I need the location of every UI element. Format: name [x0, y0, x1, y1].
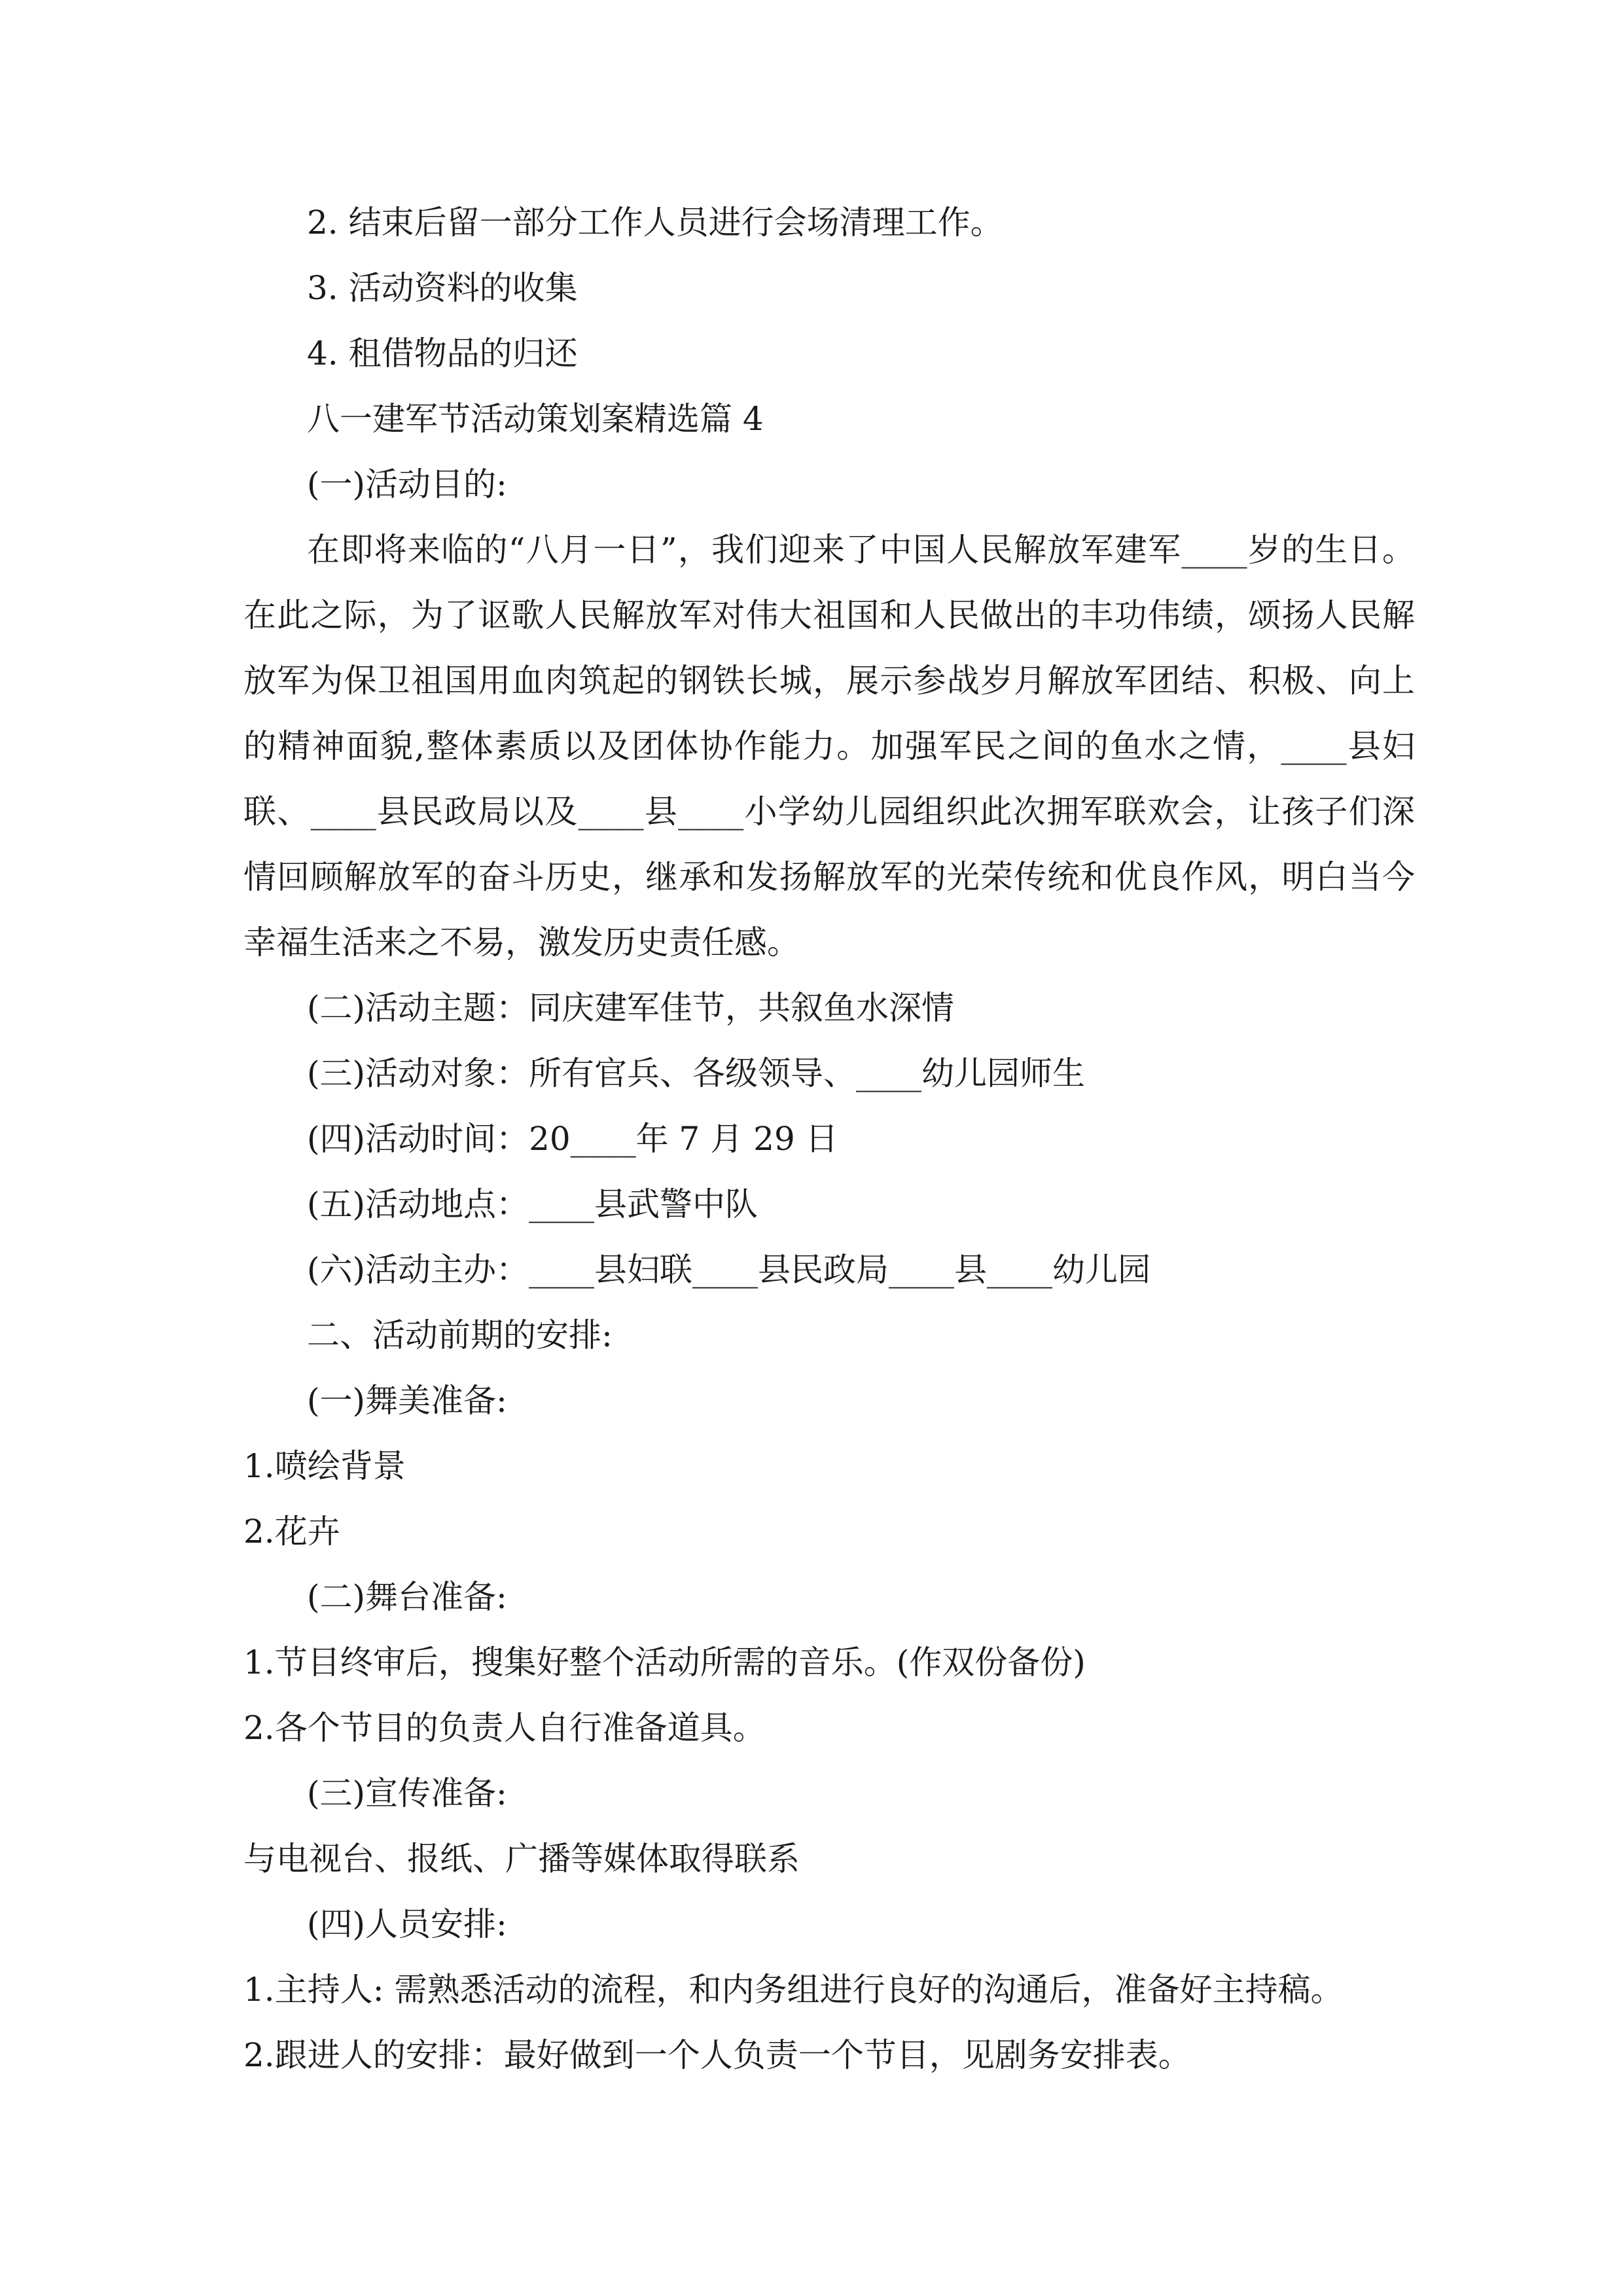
subheading-staffing: (四)人员安排:	[307, 1905, 507, 1943]
list-item-return: 4. 租借物品的归还	[307, 334, 578, 372]
list-item-materials: 3. 活动资料的收集	[307, 269, 578, 307]
list-item-followup: 2.跟进人的安排：最好做到一个人负责一个节目，见剧务安排表。	[243, 2036, 1191, 2074]
list-item-music: 1.节目终审后，搜集好整个活动所需的音乐。(作双份备份)	[243, 1643, 1086, 1681]
list-item-backdrop: 1.喷绘背景	[243, 1447, 406, 1485]
subheading-publicity: (三)宣传准备:	[307, 1774, 507, 1812]
section-title: 八一建军节活动策划案精选篇 4	[307, 400, 764, 438]
list-item-media: 与电视台、报纸、广播等媒体取得联系	[243, 1840, 800, 1878]
subheading-stage-art: (一)舞美准备:	[307, 1382, 507, 1420]
subheading-purpose: (一)活动目的:	[307, 465, 507, 503]
list-item-host: 1.主持人: 需熟悉活动的流程，和内务组进行良好的沟通后，准备好主持稿。	[243, 1971, 1344, 2009]
subheading-organizer: (六)活动主办：____县妇联____县民政局____县____幼儿园	[307, 1251, 1151, 1289]
subheading-time: (四)活动时间：20____年 7 月 29 日	[307, 1120, 838, 1158]
subheading-theme: (二)活动主题：同庆建军佳节，共叙鱼水深情	[307, 989, 955, 1027]
subheading-location: (五)活动地点：____县武警中队	[307, 1185, 758, 1223]
subheading-audience: (三)活动对象：所有官兵、各级领导、____幼儿园师生	[307, 1054, 1086, 1092]
purpose-paragraph: 在即将来临的“八月一日”，我们迎来了中国人民解放军建军____岁的生日。在此之际，为了讴歌人民解放军对伟大祖国和人民做出的丰功伟绩，颂扬人民解放军为保卫祖国用血肉筑起的钢铁长城，展示参战岁月解放军团结、积极、向上的精神面貌,整体素质以及团体协作能力。加强军民之间的鱼水之情，____县妇联、____县民政局以及____县____小学幼儿园组织此次拥军联欢会，让孩子们深情回顾解放军的奋斗历史，继承和发扬解放军的光荣传统和优良作风，明白当今幸福生活来之不易，激发历史责任感。	[243, 531, 1415, 961]
list-item-props: 2.各个节目的负责人自行准备道具。	[243, 1709, 766, 1747]
heading-preparation: 二、活动前期的安排:	[307, 1316, 613, 1354]
document-body	[243, 190, 1415, 2088]
list-item-cleanup: 2. 结束后留一部分工作人员进行会场清理工作。	[307, 204, 1003, 242]
list-item-flowers: 2.花卉	[243, 1513, 340, 1551]
subheading-stage: (二)舞台准备:	[307, 1578, 507, 1616]
